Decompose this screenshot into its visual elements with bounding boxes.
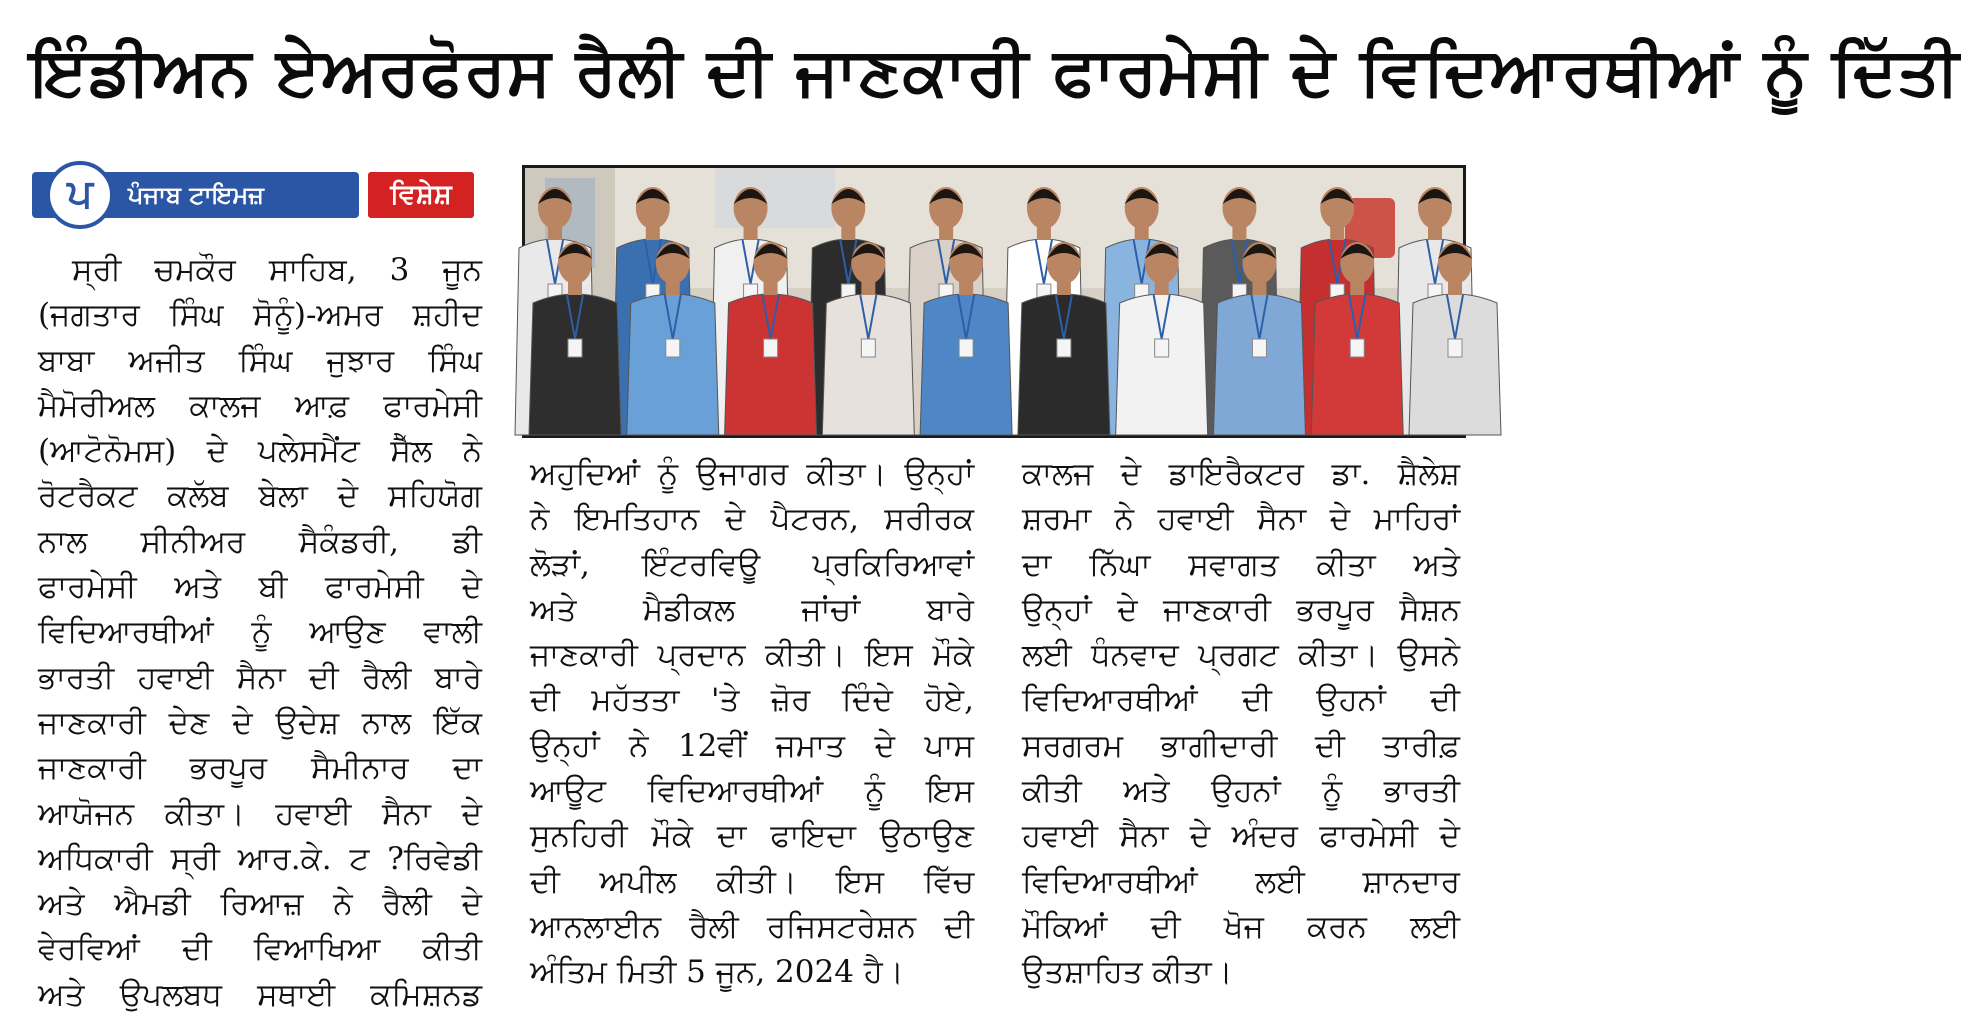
group-photo-illustration <box>525 168 1463 435</box>
article-line: ਹਵਾਈ ਸੈਨਾ ਦੇ ਅੰਦਰ ਫਾਰਮੇਸੀ ਦੇ <box>1022 818 1460 855</box>
article-line: ਵਿਦਿਆਰਥੀਆਂ ਲਈ ਸ਼ਾਨਦਾਰ <box>1022 863 1460 900</box>
article-line: ਵਿਦਿਆਰਥੀਆਂ ਨੂੰ ਆਉਣ ਵਾਲੀ <box>38 614 482 651</box>
article-line: ਲਈ ਧੰਨਵਾਦ ਪ੍ਰਗਟ ਕੀਤਾ। ਉਸਨੇ <box>1022 637 1460 674</box>
article-line: ਫਾਰਮੇਸੀ ਅਤੇ ਬੀ ਫਾਰਮੇਸੀ ਦੇ <box>38 569 482 606</box>
article-line: ਆਯੋਜਨ ਕੀਤਾ। ਹਵਾਈ ਸੈਨਾ ਦੇ <box>38 795 482 832</box>
article-line: ਬਾਬਾ ਅਜੀਤ ਸਿੰਘ ਜੁਝਾਰ ਸਿੰਘ <box>38 342 482 379</box>
article-line: ਸੁਨਹਿਰੀ ਮੌਕੇ ਦਾ ਫਾਇਦਾ ਉਠਾਉਣ <box>530 818 974 855</box>
article-line: ਅੰਤਿਮ ਮਿਤੀ 5 ਜੂਨ, 2024 ਹੈ। <box>530 954 904 991</box>
article-line: ਸਰਗਰਮ ਭਾਗੀਦਾਰੀ ਦੀ ਤਾਰੀਫ਼ <box>1022 727 1460 764</box>
article-line: ਦਾ ਨਿੱਘਾ ਸਵਾਗਤ ਕੀਤਾ ਅਤੇ <box>1022 546 1460 583</box>
article-line: ਵੇਰਵਿਆਂ ਦੀ ਵਿਆਖਿਆ ਕੀਤੀ <box>38 931 482 968</box>
article-line: ਸ੍ਰੀ ਚਮਕੌਰ ਸਾਹਿਬ, 3 ਜੂਨ <box>72 252 482 288</box>
article-line: (ਜਗਤਾਰ ਸਿੰਘ ਸੋਨੂੰ)-ਅਮਰ ਸ਼ਹੀਦ <box>38 297 482 334</box>
article-line: ਅਤੇ ਉਪਲਬਧ ਸਥਾਈ ਕਮਿਸ਼ਨਡ <box>38 976 482 1013</box>
article-line: ਆਊਟ ਵਿਦਿਆਰਥੀਆਂ ਨੂੰ ਇਸ <box>530 773 974 810</box>
group-photo <box>522 165 1466 438</box>
article-line: ਦੀ ਮਹੱਤਤਾ 'ਤੇ ਜ਼ੋਰ ਦਿੰਦੇ ਹੋਏ, <box>530 682 974 719</box>
article-line: ਮੌਕਿਆਂ ਦੀ ਖੋਜ ਕਰਨ ਲਈ <box>1022 908 1460 945</box>
article-line: ਕੀਤੀ ਅਤੇ ਉਹਨਾਂ ਨੂੰ ਭਾਰਤੀ <box>1022 773 1460 810</box>
article-line: (ਆਟੋਨੋਮਸ) ਦੇ ਪਲੇਸਮੈਂਟ ਸੈੱਲ ਨੇ <box>38 433 482 470</box>
article-line: ਭਾਰਤੀ ਹਵਾਈ ਸੈਨਾ ਦੀ ਰੈਲੀ ਬਾਰੇ <box>38 659 482 696</box>
article-line: ਜਾਣਕਾਰੀ ਭਰਪੂਰ ਸੈਮੀਨਾਰ ਦਾ <box>38 750 482 787</box>
article-line: ਨਾਲ ਸੀਨੀਅਰ ਸੈਕੰਡਰੀ, ਡੀ <box>38 523 482 560</box>
article-line: ਅਤੇ ਮੈਡੀਕਲ ਜਾਂਚਾਂ ਬਾਰੇ <box>530 591 974 628</box>
article-line: ਰੋਟਰੈਕਟ ਕਲੱਬ ਬੇਲਾ ਦੇ ਸਹਿਯੋਗ <box>38 478 482 515</box>
article-line: ਉਨ੍ਹਾਂ ਦੇ ਜਾਣਕਾਰੀ ਭਰਪੂਰ ਸੈਸ਼ਨ <box>1022 591 1460 628</box>
article-line: ਆਨਲਾਈਨ ਰੈਲੀ ਰਜਿਸਟਰੇਸ਼ਨ ਦੀ <box>530 908 974 945</box>
newspaper-name: ਪੰਜਾਬ ਟਾਇਮਜ਼ <box>128 181 264 209</box>
article-line: ਸ਼ਰਮਾ ਨੇ ਹਵਾਈ ਸੈਨਾ ਦੇ ਮਾਹਿਰਾਂ <box>1022 501 1460 538</box>
article-line: ਨੇ ਇਮਤਿਹਾਨ ਦੇ ਪੈਟਰਨ, ਸਰੀਰਕ <box>530 501 974 538</box>
newspaper-logo-icon: ਪ <box>46 161 114 229</box>
article-line: ਉਤਸ਼ਾਹਿਤ ਕੀਤਾ। <box>1022 954 1233 991</box>
article-line: ਵਿਦਿਆਰਥੀਆਂ ਦੀ ਉਹਨਾਂ ਦੀ <box>1022 682 1460 719</box>
article-line: ਦੀ ਅਪੀਲ ਕੀਤੀ। ਇਸ ਵਿੱਚ <box>530 863 974 900</box>
article-line: ਅਹੁਦਿਆਂ ਨੂੰ ਉਜਾਗਰ ਕੀਤਾ। ਉਨ੍ਹਾਂ <box>530 456 974 492</box>
article-line: ਲੋੜਾਂ, ਇੰਟਰਵਿਊ ਪ੍ਰਕਿਰਿਆਵਾਂ <box>530 546 974 583</box>
article-line: ਅਤੇ ਐਮਡੀ ਰਿਆਜ਼ ਨੇ ਰੈਲੀ ਦੇ <box>38 886 482 923</box>
article-line: ਕਾਲਜ ਦੇ ਡਾਇਰੈਕਟਰ ਡਾ. ਸ਼ੈਲੇਸ਼ <box>1022 456 1460 492</box>
article-line: ਅਧਿਕਾਰੀ ਸ੍ਰੀ ਆਰ.ਕੇ. ਟ ?ਰਿਵੇਡੀ <box>38 840 482 877</box>
article-column-2 <box>530 452 974 996</box>
headline: ਇੰਡੀਅਨ ਏਅਰਫੋਰਸ ਰੈਲੀ ਦੀ ਜਾਣਕਾਰੀ ਫਾਰਮੇਸੀ ਦੇ ਵਿਦਿਆਰਥੀਆਂ ਨੂੰ ਦਿੱਤੀ <box>30 33 1961 110</box>
article-line: ਜਾਣਕਾਰੀ ਦੇਣ ਦੇ ਉਦੇਸ਼ ਨਾਲ ਇੱਕ <box>38 704 482 741</box>
article-line: ਉਨ੍ਹਾਂ ਨੇ 12ਵੀਂ ਜਮਾਤ ਦੇ ਪਾਸ <box>530 727 974 764</box>
article-column-3 <box>1022 452 1460 996</box>
special-tag: ਵਿਸ਼ੇਸ਼ <box>368 172 474 218</box>
article-line: ਮੈਮੋਰੀਅਲ ਕਾਲਜ ਆਫ਼ ਫਾਰਮੇਸੀ <box>38 387 482 424</box>
article-line: ਜਾਣਕਾਰੀ ਪ੍ਰਦਾਨ ਕੀਤੀ। ਇਸ ਮੌਕੇ <box>530 637 974 674</box>
article-column-1 <box>38 248 482 1018</box>
